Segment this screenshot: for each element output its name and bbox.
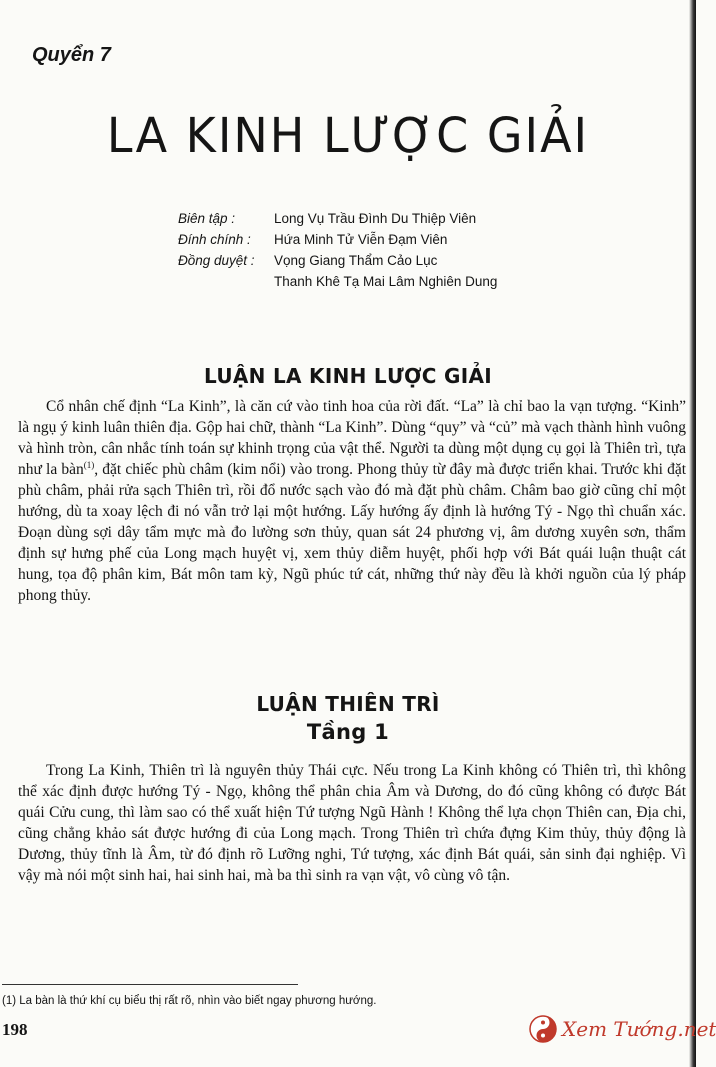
paragraph-text: , đặt chiếc phù châm (kim nổi) vào trong. Phong thủy từ đây mà được triển khai. Trước khi đặt phù châm, phải rửa sạch Thiên trì, rồi đổ nước sạch vào đó mà đặt phù châm. Châm bao giờ cũng chỉ một hướng, dù ta xoay lệch đi nó vẫn trở lại một hướng. Lấy hướng ấy định là hướng Tý - Ngọ thì chuẩn xác. Đoạn dùng sợi dây tẩm mực mà đo lường sơn thủy, quan sát 24 phương vị, âm dương xuyên sơn, thẩm định sự hưng phế của Long mạch huyệt vị, xem thủy diễm huyệt, phối hợp với Bát quái luận thuật cát hung, tọa độ phân kim, Bát môn tam kỳ, Ngũ phúc tứ cát, những thứ này đều là khởi nguồn của lý pháp phong thủy. bbox=[18, 461, 687, 604]
credit-name: Hứa Minh Tử Viễn Đạm Viên bbox=[274, 232, 448, 247]
section-subheading: Tầng 1 bbox=[306, 720, 390, 744]
credit-row-reviewers bbox=[178, 250, 497, 292]
credit-names bbox=[274, 208, 476, 229]
paragraph-la-kinh bbox=[18, 396, 686, 606]
footnote-divider bbox=[2, 984, 298, 985]
volume-label: Quyển 7 bbox=[32, 44, 111, 66]
credit-name: Thanh Khê Tạ Mai Lâm Nghiên Dung bbox=[274, 274, 498, 289]
footnote-reference: (1) bbox=[83, 459, 95, 470]
footnote: (1) La bàn là thứ khí cụ biểu thị rất rõ, nhìn vào biết ngay phương hướng. bbox=[2, 995, 377, 1007]
credit-name: Vọng Giang Thẩm Cảo Lục bbox=[274, 253, 438, 268]
section-heading-thien-tri: LUẬN THIÊN TRÌ bbox=[256, 692, 440, 716]
credit-role: Biên tập : bbox=[178, 211, 236, 226]
credit-row-corrector bbox=[178, 229, 497, 250]
book-title: LA KINH LƯỢC GIẢI bbox=[106, 106, 590, 164]
section-heading-la-kinh: LUẬN LA KINH LƯỢC GIẢI bbox=[204, 364, 492, 388]
paragraph-text: Cổ nhân chế định “La Kinh”, là căn cứ vào tinh hoa của rời đất. “La” là chỉ bao la vạn tượng. “Kinh” là ngụ ý kinh luân thiên địa. Gộp hai chữ, thành “La Kinh”. Dùng “quy” và “củ” mà vạch thành hình vuông và hình tròn, cân nhắc tính toán sự khinh trọng của vật thể. Người ta dùng một dụng cụ gọi là Thiên trì, tựa như la bàn bbox=[18, 398, 686, 478]
credit-name: Long Vụ Trầu Đình Du Thiệp Viên bbox=[274, 211, 477, 226]
credits-block bbox=[178, 208, 497, 292]
credit-role: Đồng duyệt : bbox=[178, 253, 255, 268]
watermark bbox=[528, 1014, 716, 1044]
yin-yang-icon bbox=[528, 1014, 558, 1044]
page-number: 198 bbox=[2, 1020, 28, 1039]
credit-names bbox=[274, 250, 497, 292]
paragraph-thien-tri: Trong La Kinh, Thiên trì là nguyên thủy Thái cực. Nếu trong La Kinh không có Thiên trì, thì không thể xác định được hướng Tý - Ngọ, không thể phân chia Âm và Dương, do đó cũng không có được Bát quái Cửu cung, thì làm sao có thể xuất hiện Tứ tượng Ngũ Hành ! Không thể lựa chọn Thiên can, Địa chi, cũng chẳng khảo sát được hướng đi của Long mạch. Trong Thiên trì chứa đựng Kim thủy, thủy động là Dương, thủy tĩnh là Âm, từ đó định rõ Lưỡng nghi, Tứ tượng, xác định Bát quái, sản sinh đại nghiệp. Vì vậy mà nói một sinh hai, hai sinh hai, mà ba thì sinh ra vạn vật, vô cùng vô tận. bbox=[18, 762, 686, 884]
credit-names bbox=[274, 229, 447, 250]
credit-row-editor bbox=[178, 208, 497, 229]
credit-role: Đính chính : bbox=[178, 232, 251, 247]
watermark-text: Xem Tướng.net bbox=[562, 1017, 716, 1041]
